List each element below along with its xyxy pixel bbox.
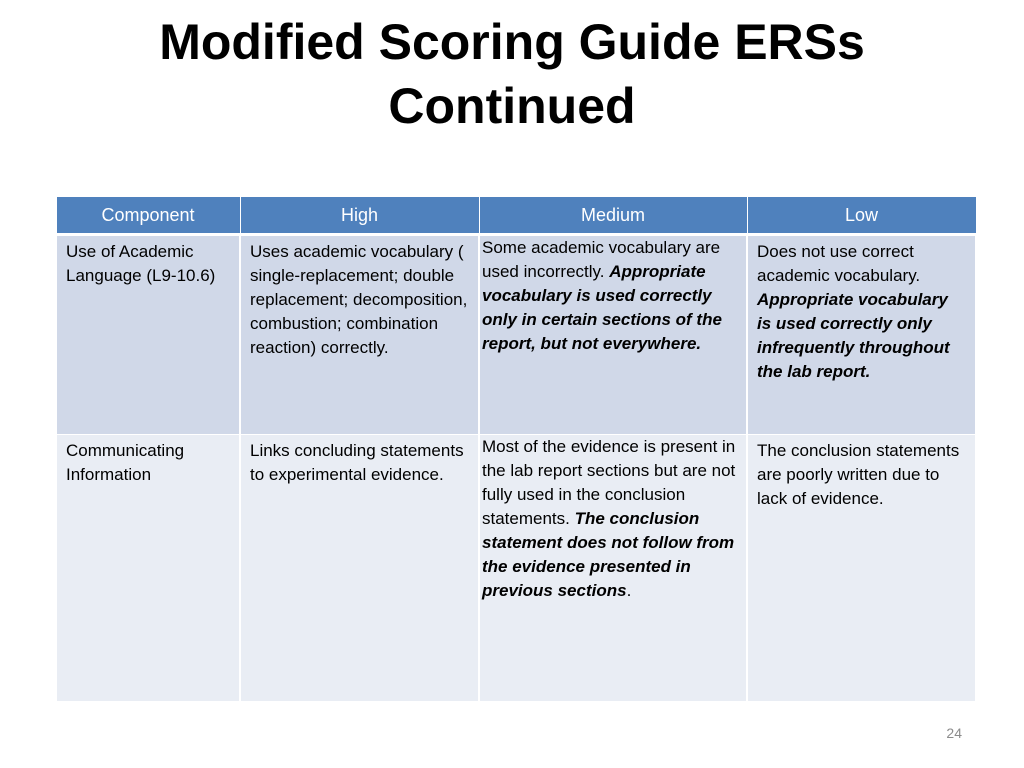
table-header-row (56, 197, 976, 235)
scoring-guide-table (55, 196, 977, 702)
cell-low-text: Does not use correct academic vocabulary. (757, 242, 921, 285)
cell-component: Communicating Information (56, 435, 240, 702)
cell-medium-emphasis: The conclusion statement does not follow from the evidence presented in previous sections (482, 509, 735, 600)
cell-medium (479, 435, 747, 702)
header-component: Component (56, 197, 240, 235)
cell-high: Uses academic vocabulary ( single-replacement; double replacement; decomposition, combustion; combination reaction) correctly. (240, 235, 479, 435)
cell-low: The conclusion statements are poorly written due to lack of evidence. (747, 435, 976, 702)
slide-title (0, 10, 1024, 138)
header-medium: Medium (479, 197, 747, 235)
table-row (56, 235, 976, 435)
slide-number: 24 (946, 725, 962, 741)
cell-low-emphasis: Appropriate vocabulary is used correctly only infrequently throughout the lab report. (757, 290, 950, 381)
cell-medium-text: Some academic vocabulary are used incorrectly. (482, 238, 721, 281)
cell-medium (479, 235, 747, 435)
slide-title-line-2: Continued (388, 78, 636, 134)
cell-medium-suffix: . (626, 581, 632, 600)
cell-low (747, 235, 976, 435)
cell-high: Links concluding statements to experimental evidence. (240, 435, 479, 702)
header-high: High (240, 197, 479, 235)
cell-medium-text: Most of the evidence is present in the lab report sections but are not fully used in the conclusion statements. (482, 437, 736, 528)
header-low: Low (747, 197, 976, 235)
slide-title-line-1: Modified Scoring Guide ERSs (159, 14, 865, 70)
table-row (56, 435, 976, 702)
cell-component: Use of Academic Language (L9-10.6) (56, 235, 240, 435)
cell-medium-emphasis: Appropriate vocabulary is used correctly only in certain sections of the report, but not everywhere. (482, 262, 722, 353)
